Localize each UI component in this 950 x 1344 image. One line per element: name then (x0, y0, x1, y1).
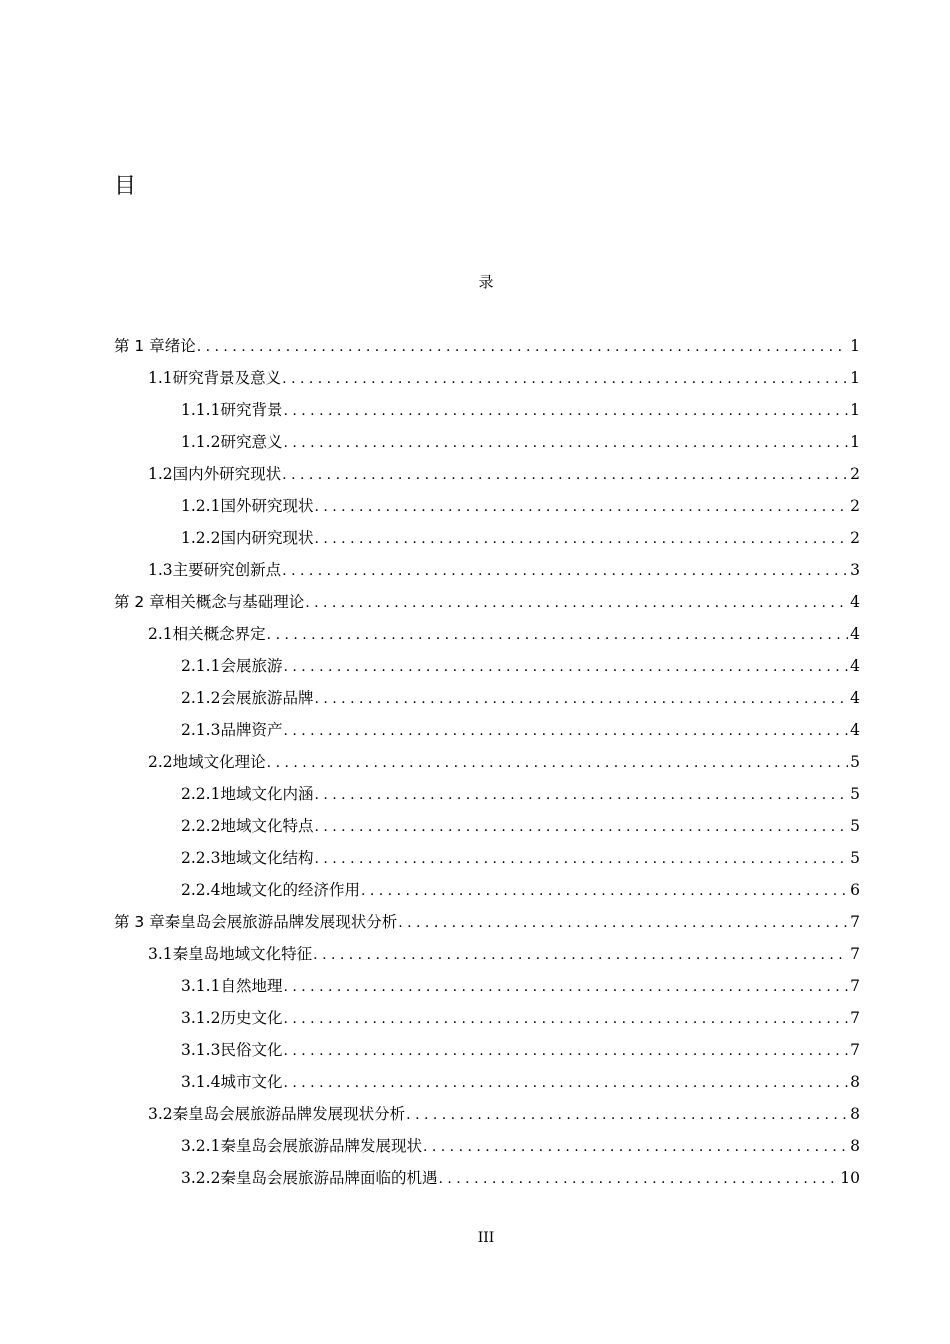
toc-entry-title: 秦皇岛地域文化特征 (172, 945, 313, 963)
toc-subsection-entry[interactable] (181, 398, 860, 422)
toc-entry-number: 2.2.3 (181, 849, 221, 867)
toc-dot-leader (283, 399, 848, 422)
toc-subsection-entry[interactable] (181, 1006, 860, 1030)
toc-subsection-entry[interactable] (181, 1070, 860, 1094)
toc-entry-title: 国内外研究现状 (172, 465, 282, 483)
toc-entry-page: 2 (850, 529, 860, 547)
toc-entry-page: 4 (850, 593, 860, 611)
toc-entry-number: 1.1 (148, 369, 173, 387)
toc-entry-title: 相关概念界定 (172, 625, 266, 643)
toc-entry-title: 秦皇岛会展旅游品牌发展现状分析 (164, 913, 398, 931)
toc-subsection-entry[interactable] (181, 526, 860, 550)
toc-entry-page: 3 (850, 561, 860, 579)
toc-entry-number: 2.2.1 (181, 785, 221, 803)
toc-entry-title: 品牌资产 (220, 721, 283, 739)
toc-entry-page: 10 (840, 1169, 860, 1187)
toc-entry-page: 8 (850, 1073, 860, 1091)
toc-entry-title: 自然地理 (220, 977, 283, 995)
toc-dot-leader (398, 911, 848, 934)
toc-dot-leader (283, 431, 848, 454)
toc-subsection-entry[interactable] (181, 430, 860, 454)
toc-entry-number: 1.2.2 (181, 529, 221, 547)
toc-entry-number: 2.2.2 (181, 817, 221, 835)
toc-section-entry[interactable] (148, 366, 860, 390)
toc-entry-title: 会展旅游 (220, 657, 283, 675)
toc-dot-leader (267, 751, 848, 774)
toc-entry-title: 地域文化特点 (220, 817, 314, 835)
toc-entry-title: 国外研究现状 (220, 497, 314, 515)
toc-dot-leader (283, 719, 848, 742)
toc-entry-page: 1 (850, 401, 860, 419)
toc-entry-title: 地域文化的经济作用 (220, 881, 360, 899)
toc-entry-page: 4 (850, 689, 860, 707)
toc-entry-page: 8 (850, 1137, 860, 1155)
toc-entry-number: 2.2.4 (181, 881, 221, 899)
toc-entry-title: 绪论 (164, 337, 196, 355)
toc-entry-title: 秦皇岛会展旅游品牌发展现状 (220, 1137, 422, 1155)
toc-dot-leader (282, 559, 848, 582)
toc-dot-leader (406, 1103, 848, 1126)
toc-subsection-entry[interactable] (181, 654, 860, 678)
toc-entry-title: 秦皇岛会展旅游品牌面临的机遇 (220, 1169, 438, 1187)
toc-entry-title: 研究意义 (220, 433, 283, 451)
toc-entry-number: 3.1.3 (181, 1041, 221, 1059)
toc-entry-page: 4 (850, 657, 860, 675)
toc-entry-page: 5 (850, 849, 860, 867)
toc-entry-number: 2.2 (148, 753, 173, 771)
toc-entry-number: 1.3 (148, 561, 173, 579)
toc-section-entry[interactable] (148, 558, 860, 582)
toc-entry-number: 3.2.1 (181, 1137, 221, 1155)
toc-subsection-entry[interactable] (181, 814, 860, 838)
toc-entry-title: 研究背景及意义 (172, 369, 282, 387)
toc-dot-leader (305, 591, 848, 614)
toc-entry-page: 7 (850, 1009, 860, 1027)
toc-entry-number: 2.1.3 (181, 721, 221, 739)
toc-dot-leader (283, 1039, 848, 1062)
toc-entry-number: 1.1.2 (181, 433, 221, 451)
toc-entry-page: 1 (850, 337, 860, 355)
toc-heading-lu: 录 (478, 273, 494, 291)
toc-dot-leader (267, 623, 848, 646)
toc-dot-leader (282, 463, 848, 486)
toc-heading-mu: 目 (114, 174, 137, 199)
toc-entry-number: 1.2.1 (181, 497, 221, 515)
toc-entry-page: 7 (850, 945, 860, 963)
toc-entry-title: 主要研究创新点 (172, 561, 282, 579)
toc-dot-leader (283, 655, 848, 678)
toc-chapter-entry[interactable] (114, 334, 860, 358)
toc-entry-number: 第 2 章 (114, 593, 165, 611)
toc-chapter-entry[interactable] (114, 590, 860, 614)
toc-entry-number: 3.2 (148, 1105, 173, 1123)
toc-entry-title: 相关概念与基础理论 (164, 593, 305, 611)
toc-entry-page: 1 (850, 433, 860, 451)
toc-entry-number: 2.1.2 (181, 689, 221, 707)
toc-entry-number: 3.2.2 (181, 1169, 221, 1187)
page-number: III (477, 1230, 495, 1246)
toc-entry-page: 2 (850, 465, 860, 483)
toc-entry-title: 民俗文化 (220, 1041, 283, 1059)
toc-entry-page: 7 (850, 977, 860, 995)
toc-subsection-entry[interactable] (181, 846, 860, 870)
toc-entry-title: 会展旅游品牌 (220, 689, 314, 707)
toc-dot-leader (197, 335, 848, 358)
toc-subsection-entry[interactable] (181, 1166, 860, 1190)
toc-dot-leader (361, 879, 848, 902)
toc-subsection-entry[interactable] (181, 782, 860, 806)
toc-entry-number: 3.1.1 (181, 977, 221, 995)
toc-subsection-entry[interactable] (181, 974, 860, 998)
toc-entry-page: 5 (850, 785, 860, 803)
toc-entry-number: 3.1 (148, 945, 173, 963)
toc-dot-leader (283, 1071, 848, 1094)
toc-entry-title: 历史文化 (220, 1009, 283, 1027)
toc-subsection-entry[interactable] (181, 1038, 860, 1062)
toc-entry-title: 地域文化结构 (220, 849, 314, 867)
toc-dot-leader (314, 495, 848, 518)
toc-subsection-entry[interactable] (181, 686, 860, 710)
toc-dot-leader (282, 367, 848, 390)
toc-section-entry[interactable] (148, 750, 860, 774)
toc-entry-number: 1.2 (148, 465, 173, 483)
toc-entry-page: 5 (850, 753, 860, 771)
toc-entry-page: 4 (850, 625, 860, 643)
toc-entry-title: 城市文化 (220, 1073, 283, 1091)
toc-entry-page: 2 (850, 497, 860, 515)
toc-entry-title: 地域文化内涵 (220, 785, 314, 803)
toc-section-entry[interactable] (148, 622, 860, 646)
toc-entry-page: 7 (850, 913, 860, 931)
toc-section-entry[interactable] (148, 1102, 860, 1126)
toc-entry-page: 8 (850, 1105, 860, 1123)
toc-entry-title: 研究背景 (220, 401, 283, 419)
toc-dot-leader (283, 1007, 848, 1030)
toc-dot-leader (314, 527, 848, 550)
toc-dot-leader (283, 975, 848, 998)
toc-entry-title: 国内研究现状 (220, 529, 314, 547)
toc-dot-leader (313, 943, 848, 966)
toc-entry-number: 3.1.2 (181, 1009, 221, 1027)
toc-entry-number: 1.1.1 (181, 401, 221, 419)
toc-entry-page: 5 (850, 817, 860, 835)
toc-entry-number: 3.1.4 (181, 1073, 221, 1091)
toc-entry-page: 4 (850, 721, 860, 739)
toc-entry-number: 2.1.1 (181, 657, 221, 675)
toc-dot-leader (438, 1167, 838, 1190)
toc-entry-number: 2.1 (148, 625, 173, 643)
toc-subsection-entry[interactable] (181, 878, 860, 902)
toc-subsection-entry[interactable] (181, 1134, 860, 1158)
toc-entry-page: 6 (850, 881, 860, 899)
toc-dot-leader (314, 815, 848, 838)
toc-subsection-entry[interactable] (181, 494, 860, 518)
toc-entry-page: 7 (850, 1041, 860, 1059)
toc-chapter-entry[interactable] (114, 910, 860, 934)
toc-dot-leader (314, 783, 848, 806)
toc-entry-number: 第 3 章 (114, 913, 165, 931)
toc-dot-leader (314, 847, 848, 870)
toc-subsection-entry[interactable] (181, 718, 860, 742)
toc-entry-title: 地域文化理论 (172, 753, 266, 771)
toc-dot-leader (314, 687, 848, 710)
toc-section-entry[interactable] (148, 462, 860, 486)
toc-entry-title: 秦皇岛会展旅游品牌发展现状分析 (172, 1105, 406, 1123)
toc-section-entry[interactable] (148, 942, 860, 966)
toc-dot-leader (423, 1135, 848, 1158)
toc-entry-number: 第 1 章 (114, 337, 165, 355)
toc-entry-page: 1 (850, 369, 860, 387)
